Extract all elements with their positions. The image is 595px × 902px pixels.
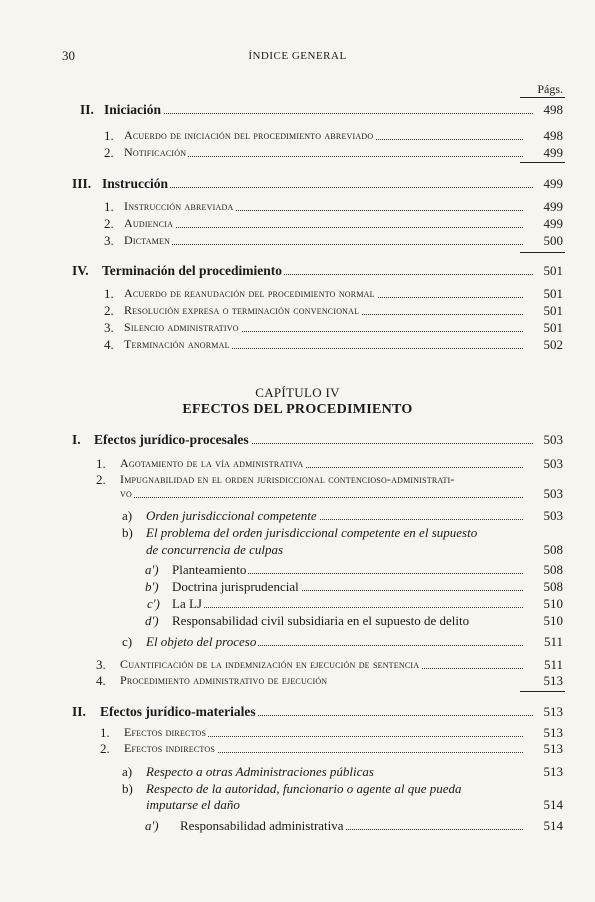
chapter-label: CAPÍTULO IV: [255, 385, 340, 400]
toc-entry[interactable]: [0, 657, 595, 673]
toc-entry-efectos-materiales[interactable]: [0, 704, 595, 720]
item-title: El problema del orden jurisdiccional competente en el supuesto: [146, 525, 478, 540]
item-number: 4.: [96, 673, 106, 688]
toc-entry[interactable]: [0, 634, 595, 650]
toc-entry[interactable]: [0, 320, 595, 336]
item-number: 4.: [104, 337, 114, 352]
item-title: Instrucción abreviada: [124, 199, 234, 213]
pags-label: Págs.: [537, 82, 563, 96]
item-number: 1.: [96, 456, 106, 471]
item-title: Acuerdo de reanudación del procedimiento normal: [124, 286, 375, 300]
toc-entry[interactable]: [0, 145, 595, 161]
item-number: c): [122, 634, 133, 649]
page-ref: 498: [543, 102, 563, 117]
toc-entry[interactable]: [0, 456, 595, 472]
item-number: a): [122, 764, 133, 779]
toc-entry[interactable]: [0, 613, 595, 629]
item-number: 3.: [104, 233, 114, 248]
page-rule: [520, 162, 565, 163]
leader-dots: [104, 113, 533, 114]
item-number: b): [122, 781, 133, 796]
toc-entry[interactable]: [0, 525, 595, 541]
item-title: Planteamiento: [172, 562, 247, 577]
item-title: Responsabilidad administrativa: [180, 818, 344, 833]
page-ref: 513: [543, 764, 563, 779]
item-number: 1.: [104, 128, 114, 143]
page-ref: 513: [543, 725, 563, 740]
item-title: Cuantificación de la indemnización en ejecución de sentencia: [120, 657, 420, 671]
section-number: III.: [72, 176, 92, 191]
leader-dots: [120, 497, 523, 498]
item-title: Agotamiento de la vía administrativa: [120, 456, 304, 470]
section-title: Terminación del procedimiento: [102, 263, 282, 278]
toc-entry[interactable]: [0, 508, 595, 524]
toc-entry[interactable]: [0, 579, 595, 595]
toc-entry[interactable]: [0, 286, 595, 302]
item-title-cont: imputarse el daño: [146, 797, 240, 812]
page-ref: 498: [543, 128, 563, 143]
toc-entry-efectos-procesales[interactable]: [0, 432, 595, 448]
page-ref: 501: [543, 320, 563, 335]
page-ref: 508: [543, 542, 563, 557]
page-ref: 511: [543, 634, 563, 649]
page-ref: 501: [543, 263, 563, 278]
leader-dots: [124, 227, 523, 228]
page-rule: [520, 252, 565, 253]
page-ref: 508: [543, 579, 563, 594]
item-title: Impugnabilidad en el orden jurisdiccional contencioso-administrati-: [120, 472, 455, 486]
toc-entry[interactable]: [0, 562, 595, 578]
section-number: I.: [72, 432, 81, 447]
item-title: Responsabilidad civil subsidiaria en el supuesto de delito: [172, 613, 470, 628]
section-title: Efectos jurídico-procesales: [94, 432, 249, 447]
toc-entry[interactable]: [0, 216, 595, 232]
toc-entry[interactable]: [0, 673, 595, 689]
item-title: Doctrina jurisprudencial: [172, 579, 299, 594]
item-title: Silencio administrativo: [124, 320, 239, 334]
section-title: Instrucción: [102, 176, 169, 191]
toc-entry[interactable]: [0, 233, 595, 249]
item-number: d'): [145, 613, 159, 628]
item-number: 2.: [96, 472, 106, 487]
item-title: Orden jurisdiccional competente: [146, 508, 317, 523]
page-ref: 511: [543, 657, 563, 672]
section-title: Efectos jurídico-materiales: [100, 704, 256, 719]
item-number: c'): [147, 596, 160, 611]
page-ref: 513: [543, 741, 563, 756]
section-title: Iniciación: [104, 102, 162, 117]
toc-entry-continuation[interactable]: [0, 797, 595, 813]
item-title: Terminación anormal: [124, 337, 230, 351]
item-title-cont: vo: [120, 486, 132, 500]
page-ref: 501: [543, 286, 563, 301]
page-ref: 501: [543, 303, 563, 318]
item-number: 2.: [100, 741, 110, 756]
toc-entry-continuation[interactable]: [0, 542, 595, 558]
toc-entry-continuation[interactable]: [0, 486, 595, 502]
page-ref: 499: [543, 145, 563, 160]
page-ref: 510: [543, 596, 563, 611]
item-number: 2.: [104, 145, 114, 160]
item-number: 3.: [96, 657, 106, 672]
page-ref: 502: [543, 337, 563, 352]
toc-entry[interactable]: [0, 199, 595, 215]
item-title: Dictamen: [124, 233, 171, 247]
item-title: Procedimiento administrativo de ejecución: [120, 673, 328, 687]
item-number: 1.: [104, 286, 114, 301]
toc-entry-iniciacion[interactable]: [0, 102, 595, 118]
item-number: a'): [145, 818, 159, 833]
toc-entry[interactable]: [0, 725, 595, 741]
item-number: a'): [145, 562, 159, 577]
page-ref: 503: [543, 508, 563, 523]
item-title: Efectos indirectos: [124, 741, 215, 755]
section-number: IV.: [72, 263, 89, 278]
item-number: b'): [145, 579, 159, 594]
page-ref: 510: [543, 613, 563, 628]
page-ref: 503: [543, 456, 563, 471]
page-ref: 503: [543, 486, 563, 501]
page-ref: 513: [543, 704, 563, 719]
toc-entry[interactable]: [0, 741, 595, 757]
item-title: El objeto del proceso: [146, 634, 257, 649]
page-ref: 500: [543, 233, 563, 248]
running-title: ÍNDICE GENERAL: [248, 50, 347, 62]
page-ref: 503: [543, 432, 563, 447]
toc-entry[interactable]: [0, 781, 595, 797]
page-ref: 513: [543, 673, 563, 688]
item-title: Notificación: [124, 145, 187, 159]
item-title: Efectos directos: [124, 725, 207, 739]
toc-entry[interactable]: [0, 128, 595, 144]
section-number: II.: [72, 704, 86, 719]
item-number: b): [122, 525, 133, 540]
item-number: a): [122, 508, 133, 523]
item-number: 2.: [104, 303, 114, 318]
page-ref: 499: [543, 199, 563, 214]
item-number: 1.: [104, 199, 114, 214]
page-ref: 514: [543, 797, 563, 812]
item-title: Respecto de la autoridad, funcionario o agente al que pueda: [146, 781, 462, 796]
leader-dots: [124, 244, 523, 245]
item-title-cont: de concurrencia de culpas: [146, 542, 284, 557]
toc-entry[interactable]: [0, 303, 595, 319]
page-ref: 514: [543, 818, 563, 833]
page-rule: [520, 691, 565, 692]
chapter-title: EFECTOS DEL PROCEDIMIENTO: [182, 402, 413, 417]
toc-entry[interactable]: [0, 596, 595, 612]
leader-dots: [172, 607, 523, 608]
item-title: Respecto a otras Administraciones públicas: [146, 764, 374, 779]
page-ref: 499: [543, 176, 563, 191]
toc-entry[interactable]: [0, 337, 595, 353]
page-ref: 499: [543, 216, 563, 231]
page-ref: 508: [543, 562, 563, 577]
item-title: Audiencia: [124, 216, 174, 230]
item-number: 2.: [104, 216, 114, 231]
item-number: 1.: [100, 725, 110, 740]
toc-entry[interactable]: [0, 818, 595, 834]
section-number: II.: [80, 102, 94, 117]
pags-rule: [520, 97, 565, 98]
toc-entry-terminacion[interactable]: [0, 263, 595, 279]
toc-entry[interactable]: [0, 764, 595, 780]
toc-entry-instruccion[interactable]: [0, 176, 595, 192]
item-title: Acuerdo de iniciación del procedimiento abreviado: [124, 128, 374, 142]
item-title: Resolución expresa o terminación convencional: [124, 303, 360, 317]
item-number: 3.: [104, 320, 114, 335]
page-number: 30: [62, 48, 75, 63]
item-title: La LJ: [172, 596, 202, 611]
